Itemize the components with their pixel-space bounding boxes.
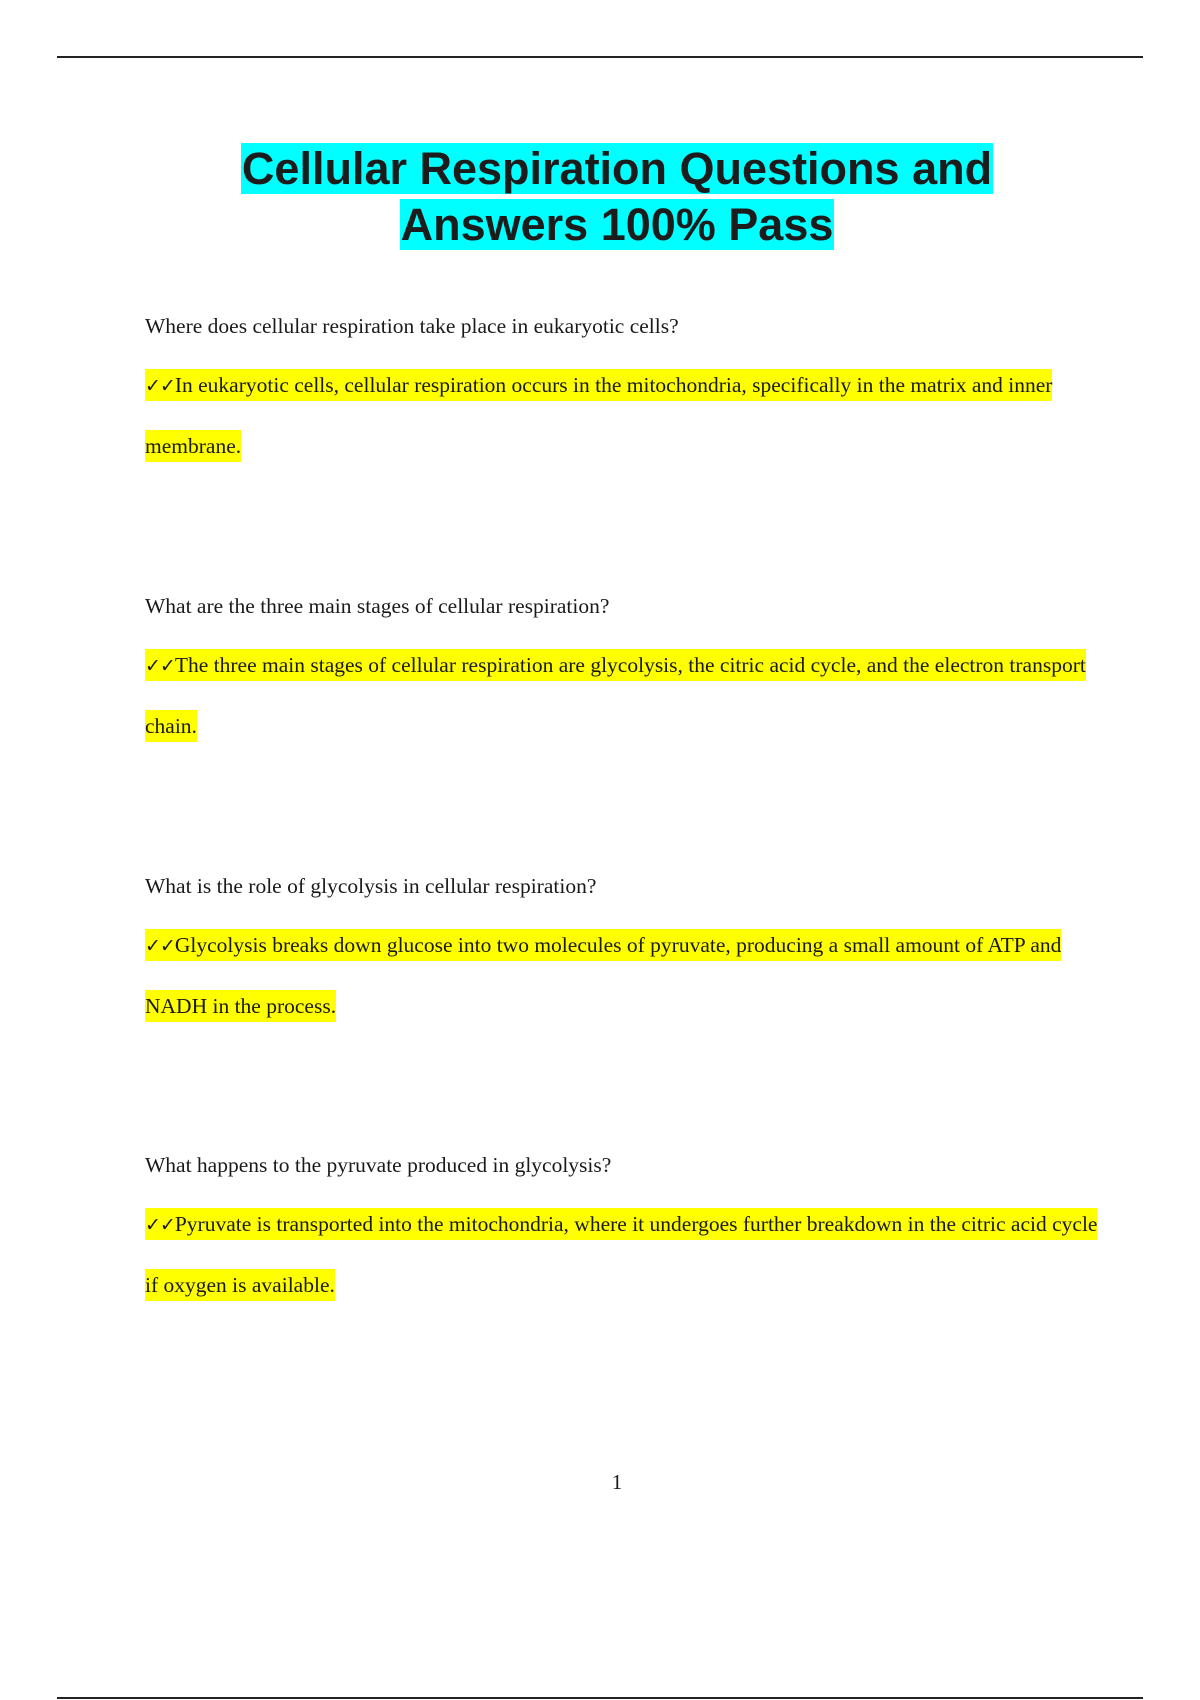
check-mark-icon: ✓✓ [145,935,175,957]
answer-3 [145,915,1105,1036]
check-mark-icon: ✓✓ [145,655,175,677]
answer-4 [145,1194,1105,1315]
page-number: 1 [611,1470,623,1494]
qa-item-3 [145,872,1105,1036]
qa-item-1 [145,312,1105,476]
qa-item-4 [145,1151,1105,1315]
qa-item-2 [145,592,1105,756]
answer-1 [145,355,1105,476]
title-line-2: Answers 100% Pass [400,199,834,250]
header-rule [57,56,1143,58]
question-2: What are the three main stages of cellular respiration? [145,594,610,618]
question-1: Where does cellular respiration take place in eukaryotic cells? [145,314,679,338]
check-mark-icon: ✓✓ [145,375,175,397]
check-mark-icon: ✓✓ [145,1214,175,1236]
question-3: What is the role of glycolysis in cellular respiration? [145,874,597,898]
document-title [0,141,1200,253]
answer-2 [145,635,1105,756]
question-4: What happens to the pyruvate produced in glycolysis? [145,1153,612,1177]
answer-1-text: In eukaryotic cells, cellular respiration occurs in the mitochondria, specifically in the matrix and inner membrane. [145,373,1053,458]
answer-4-text: Pyruvate is transported into the mitochondria, where it undergoes further breakdown in the citric acid cycle if oxygen is available. [145,1212,1098,1297]
answer-3-text: Glycolysis breaks down glucose into two molecules of pyruvate, producing a small amount of ATP and NADH in the process. [145,933,1062,1018]
title-line-1: Cellular Respiration Questions and [241,143,993,194]
footer-rule [57,1697,1143,1699]
answer-2-text: The three main stages of cellular respiration are glycolysis, the citric acid cycle, and the electron transport chain. [145,653,1086,738]
